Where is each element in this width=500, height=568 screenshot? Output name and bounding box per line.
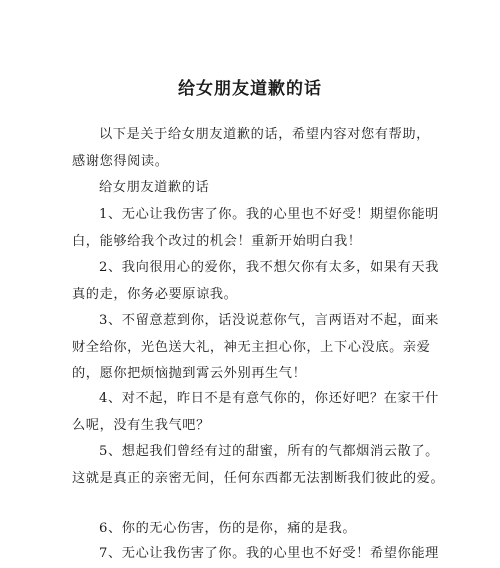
item-3-line-2: 财全给你，光色送大礼，神无主担心你，上下心没底。亲爱 [72, 339, 431, 355]
list-item [72, 516, 442, 543]
item-1-line-1: 1、无心让我伤害了你。我的心里也不好受！期望你能明 [99, 207, 439, 222]
item-5-line-1: 5、想起我们曾经有过的甜蜜，所有的气都烟消云散了。 [99, 444, 439, 459]
subtitle-paragraph [72, 175, 442, 202]
item-5-line-2: 这就是真正的亲密无间，任何东西都无法割断我们彼此的爱。 [72, 470, 445, 486]
intro-paragraph [72, 122, 442, 175]
item-2-line-1: 2、我向很用心的爱你，我不想欠你有太多，如果有天我 [99, 260, 439, 275]
item-4-line-2: 么呢，没有生我气吧？ [72, 417, 210, 433]
intro-line-2: 感谢您得阅读。 [72, 153, 169, 169]
item-3-line-3: 的，愿你把烦恼抛到霄云外别再生气！ [72, 366, 307, 381]
list-item [72, 386, 442, 439]
item-3-line-1: 3、不留意惹到你，话没说惹你气，言两语对不起，面来 [99, 313, 439, 328]
list-item [72, 439, 445, 492]
item-1-line-2: 白，能够给我个改过的机会！重新开始明白我！ [72, 233, 362, 249]
item-2-line-2: 真的走，你务必要原谅我。 [72, 286, 238, 302]
list-item [72, 541, 442, 568]
list-item [72, 255, 442, 308]
list-item [72, 202, 442, 255]
item-7-line-1: 7、无心让我伤害了你。我的心里也不好受！希望你能理 [99, 546, 439, 561]
item-6-line-1: 6、你的无心伤害，伤的是你，痛的是我。 [99, 521, 357, 536]
document-title: 给女朋友道歉的话 [178, 79, 322, 99]
intro-line-1: 以下是关于给女朋友道歉的话，希望内容对您有帮助， [99, 127, 430, 142]
item-4-line-1: 4、对不起，昨日不是有意气你的，你还好吧？在家干什 [99, 391, 439, 406]
document-subtitle: 给女朋友道歉的话 [99, 180, 210, 195]
list-item [72, 308, 442, 388]
